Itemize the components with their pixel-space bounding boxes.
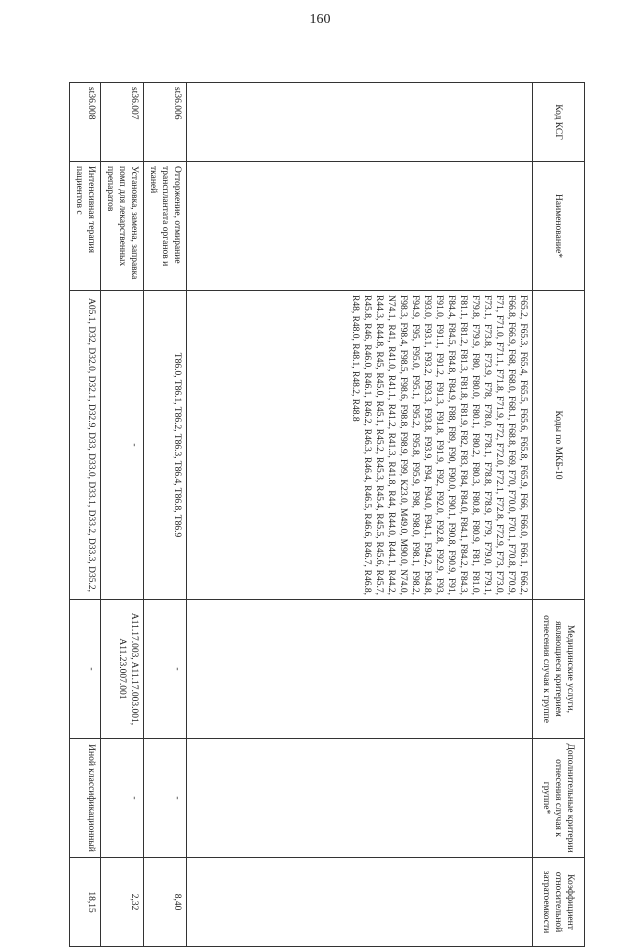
cell-coefficient — [187, 858, 533, 947]
header-mkb: Коды по МКБ-10 — [533, 291, 585, 600]
cell-criteria — [187, 739, 533, 858]
header-criteria: Дополнительные критерии отнесения случая к группе* — [533, 739, 585, 858]
ksg-table — [69, 82, 585, 947]
cell-criteria: - — [101, 739, 144, 858]
cell-services: A11.17.003, A11.17.003.001, A11.23.007.001 — [101, 600, 144, 739]
header-code: Код КСГ — [533, 83, 585, 162]
header-coefficient: Коэффициент относительной затратоемкости — [533, 858, 585, 947]
table-row — [70, 83, 101, 947]
cell-mkb: F65.2, F65.3, F65.4, F65.5, F65.6, F65.8, F65.9, F66, F66.0, F66.1, F66.2, F66.8, F66.9, F68, F68.0, F68.1, F68.8, F69, F70, F70.0, F70.1, F70.8, F70.9, F71, F71.0, F71.1, F71.8, F71.9, F72, F72.0, F72.1, F72.8, F72.9, F73, F73.0, F73.1, F73.8, F73.9, F78, F78.0, F78.1, F78.8, F78.9, F79, F79.0, F79.1, F79.8, F79.9, F80, F80.0, F80.1, F80.2, F80.3, F80.8, F80.9, F81, F81.0, F81.1, F81.2, F81.3, F81.8, F81.9, F82, F83, F84, F84.0, F84.1, F84.2, F84.3, F84.4, F84.5, F84.8, F84.9, F88, F89, F90, F90.0, F90.1, F90.8, F90.9, F91, F91.0, F91.1, F91.2, F91.3, F91.8, F91.9, F92, F92.0, F92.8, F92.9, F93, F93.0, F93.1, F93.2, F93.3, F93.8, F93.9, F94, F94.0, F94.1, F94.2, F94.8, F94.9, F95, F95.0, F95.1, F95.2, F95.8, F95.9, F98, F98.0, F98.1, F98.2, F98.3, F98.4, F98.5, F98.6, F98.8, F98.9, F99, K23.0, M49.0, M90.0, N74.0, N74.1, R41, R41.0, R41.1, R41.2, R41.3, R41.8, R44, R44.0, R44.1, R44.2, R44.3, R44.8, R45, R45.0, R45.1, R45.2, R45.3, R45.4, R45.5, R45.6, R45.7, R45.8, R46, R46.0, R46.1, R46.2, R46.3, R46.4, R46.5, R46.6, R46.7, R46.8, R48, R48.0, R48.1, R48.2, R48.8 — [187, 291, 533, 600]
cell-code: st36.007 — [101, 83, 144, 162]
cell-name — [187, 162, 533, 291]
table-row — [101, 83, 144, 947]
table-row — [144, 83, 187, 947]
cell-code: st36.008 — [70, 83, 101, 162]
cell-mkb: T86.0, T86.1, T86.2, T86.3, T86.4, T86.8, T86.9 — [144, 291, 187, 600]
cell-criteria: Иной классификационный — [70, 739, 101, 858]
table-row — [187, 83, 533, 947]
cell-code: st36.006 — [144, 83, 187, 162]
page-number: 160 — [309, 12, 331, 27]
cell-name: Отторжение, отмирание трансплантата органов и тканей — [144, 162, 187, 291]
cell-coefficient: 8,40 — [144, 858, 187, 947]
cell-services: - — [70, 600, 101, 739]
table-header-row — [533, 83, 585, 947]
cell-mkb: A05.1, D32, D32.0, D32.1, D32.9, D33, D33.0, D33.1, D33.2, D33.3, D35.2, — [70, 291, 101, 600]
cell-services — [187, 600, 533, 739]
ksg-table-container — [74, 82, 585, 934]
header-services: Медицинские услуги, являющиеся критерием отнесения случая к группе — [533, 600, 585, 739]
cell-services: - — [144, 600, 187, 739]
cell-criteria: - — [144, 739, 187, 858]
cell-code — [187, 83, 533, 162]
header-name: Наименование* — [533, 162, 585, 291]
cell-coefficient: 18,15 — [70, 858, 101, 947]
cell-name: Установка, замена, заправка помп для лекарственных препаратов — [101, 162, 144, 291]
cell-coefficient: 2,32 — [101, 858, 144, 947]
cell-mkb: - — [101, 291, 144, 600]
cell-name: Интенсивная терапия пациентов с — [70, 162, 101, 291]
